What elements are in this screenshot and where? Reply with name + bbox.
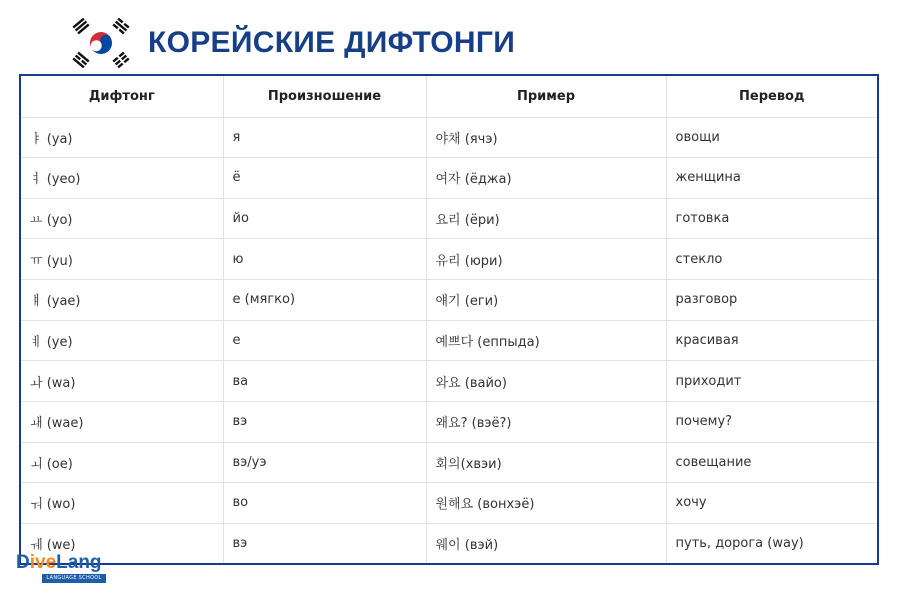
cell-diphthong: ㅛ (yo) xyxy=(21,198,223,239)
cell-example: 웨이 (вэй) xyxy=(426,523,666,563)
logo-text-lang: Lang xyxy=(56,552,102,573)
divelang-logo xyxy=(16,553,108,587)
cell-example: 왜요? (вэё?) xyxy=(426,401,666,442)
cell-example: 원해요 (вонхэё) xyxy=(426,483,666,524)
cell-translation: готовка xyxy=(666,198,877,239)
cell-translation: хочу xyxy=(666,483,877,524)
cell-pronunciation: йо xyxy=(223,198,426,239)
cell-pronunciation: вэ xyxy=(223,523,426,563)
cell-translation: стекло xyxy=(666,239,877,280)
cell-pronunciation: вэ xyxy=(223,401,426,442)
cell-example: 얘기 (еги) xyxy=(426,280,666,321)
cell-pronunciation: во xyxy=(223,483,426,524)
header-translation: Перевод xyxy=(666,76,877,117)
table-row xyxy=(21,117,877,158)
cell-example: 여자 (ёджа) xyxy=(426,158,666,199)
table-row xyxy=(21,198,877,239)
cell-translation: совещание xyxy=(666,442,877,483)
header xyxy=(72,18,515,68)
cell-diphthong: ㅘ (wa) xyxy=(21,361,223,402)
table-row xyxy=(21,361,877,402)
table-row xyxy=(21,401,877,442)
header-pronunciation: Произношение xyxy=(223,76,426,117)
cell-example: 와요 (вайо) xyxy=(426,361,666,402)
table-row xyxy=(21,483,877,524)
cell-pronunciation: е (мягко) xyxy=(223,280,426,321)
cell-translation: красивая xyxy=(666,320,877,361)
table-header-row xyxy=(21,76,877,117)
cell-diphthong: ㅠ (yu) xyxy=(21,239,223,280)
cell-diphthong: ㅞ (we) xyxy=(21,523,223,563)
cell-diphthong: ㅙ (wae) xyxy=(21,401,223,442)
cell-example: 요리 (ёри) xyxy=(426,198,666,239)
cell-translation: разговор xyxy=(666,280,877,321)
header-diphthong: Дифтонг xyxy=(21,76,223,117)
logo-subtitle: LANGUAGE SCHOOL xyxy=(42,574,106,583)
cell-example: 야채 (ячэ) xyxy=(426,117,666,158)
table-row xyxy=(21,158,877,199)
cell-diphthong: ㅖ (ye) xyxy=(21,320,223,361)
logo-wordmark xyxy=(16,553,108,573)
header-example: Пример xyxy=(426,76,666,117)
cell-diphthong: ㅝ (wo) xyxy=(21,483,223,524)
cell-example: 예쁘다 (еппыда) xyxy=(426,320,666,361)
logo-text-ive: ive xyxy=(29,552,57,573)
cell-translation: приходит xyxy=(666,361,877,402)
cell-example: 회의(хвэи) xyxy=(426,442,666,483)
cell-pronunciation: е xyxy=(223,320,426,361)
cell-pronunciation: ё xyxy=(223,158,426,199)
table-row xyxy=(21,320,877,361)
table-row xyxy=(21,239,877,280)
cell-pronunciation: ю xyxy=(223,239,426,280)
cell-pronunciation: вэ/уэ xyxy=(223,442,426,483)
diphthong-table xyxy=(19,74,879,565)
cell-diphthong: ㅕ (yeo) xyxy=(21,158,223,199)
table-row xyxy=(21,280,877,321)
south-korea-flag-icon xyxy=(72,18,130,68)
cell-diphthong: ㅑ (ya) xyxy=(21,117,223,158)
cell-translation: путь, дорога (way) xyxy=(675,535,804,551)
table-row xyxy=(21,442,877,483)
cell-pronunciation: я xyxy=(223,117,426,158)
table-row xyxy=(21,523,877,563)
cell-example: 유리 (юри) xyxy=(426,239,666,280)
logo-text-d: D xyxy=(16,552,30,573)
cell-diphthong: ㅚ (oe) xyxy=(21,442,223,483)
cell-pronunciation: ва xyxy=(223,361,426,402)
cell-translation: овощи xyxy=(666,117,877,158)
cell-diphthong: ㅒ (yae) xyxy=(21,280,223,321)
cell-translation: почему? xyxy=(666,401,877,442)
page-title: КОРЕЙСКИЕ ДИФТОНГИ xyxy=(148,26,516,59)
cell-translation: женщина xyxy=(666,158,877,199)
